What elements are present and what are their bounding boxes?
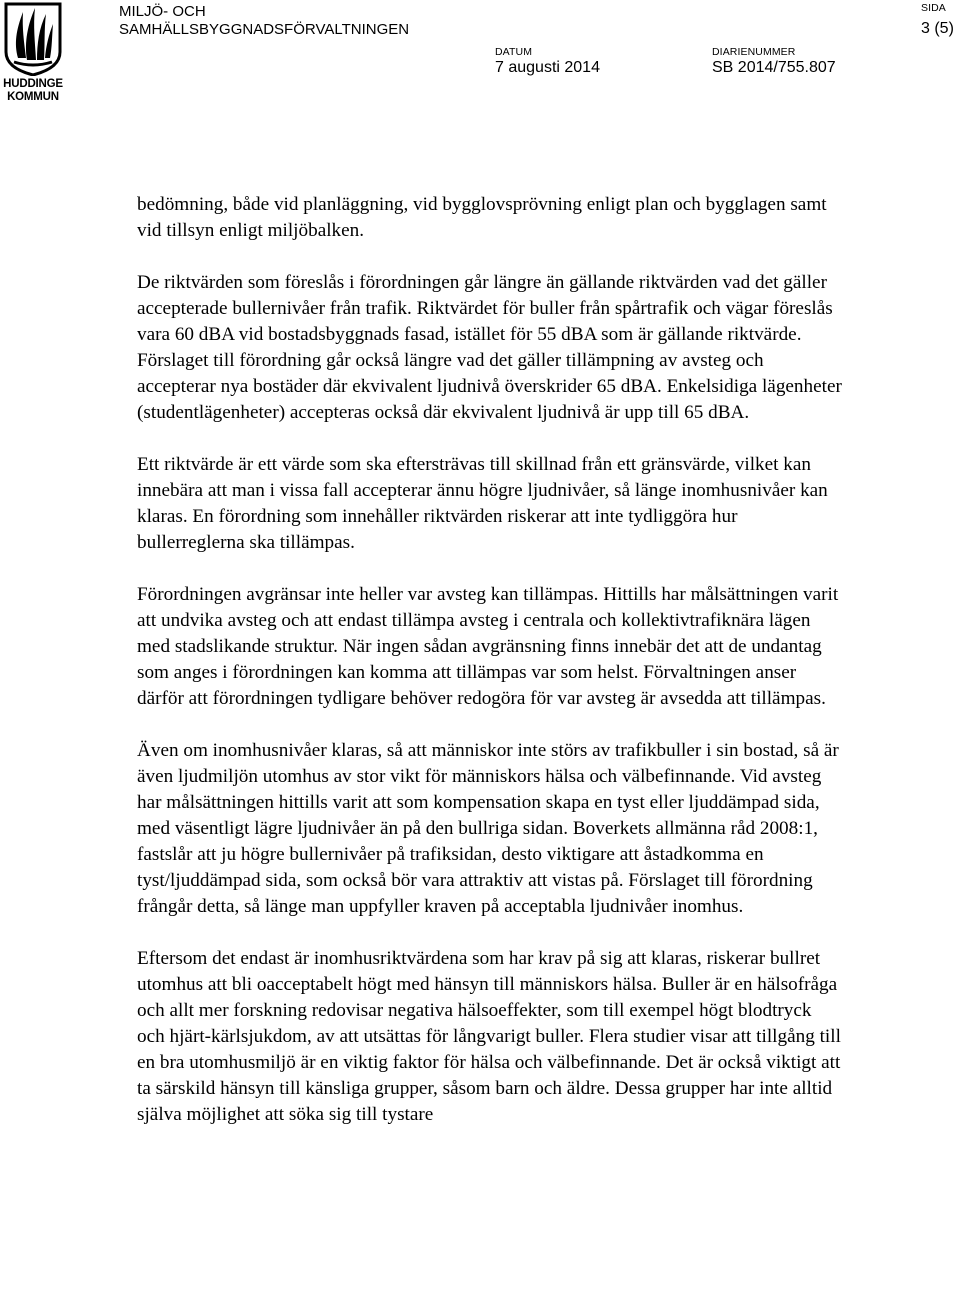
page-number-block bbox=[921, 2, 954, 39]
page-label: SIDA bbox=[921, 2, 946, 14]
page-value: 3 (5) bbox=[921, 20, 954, 37]
paragraph-1: bedömning, både vid planläggning, vid bygglovsprövning enligt plan och bygglagen samt vid tillsyn enligt miljöbalken. bbox=[137, 194, 827, 241]
logo-line-2: KOMMUN bbox=[7, 90, 59, 103]
registration-number-label: DIARIENUMMER bbox=[712, 46, 796, 58]
paragraph-5: Även om inomhusnivåer klaras, så att människor inte störs av trafikbuller i sin bostad, så är även ljudmiljön utomhus av stor vikt för människors hälsa och välbefinnande. Vid avsteg har målsättningen hittills varit att som kompensation skapa en tyst eller ljuddämpad sida, med väsentligt lägre ljudnivåer än på den bullriga sidan. Boverkets allmänna råd 2008:1, fastslår att ju högre bullernivåer på trafiksidan, desto viktigare att åstadkomma en tyst/ljuddämpad sida, som också bör vara attraktiv att vistas på. Förslaget till förordning frångår detta, så länge man uppfyller kraven på acceptabla ljudnivåer inomhus. bbox=[137, 740, 839, 917]
paragraph-6: Eftersom det endast är inomhusriktvärdena som har krav på sig att klaras, riskerar bullret utomhus att bli oacceptabelt högt med hänsyn till människors hälsa. Buller är en hälsofråga och allt mer forskning redovisar negativa hälsoeffekter, som till exempel högt blodtryck och hjärt-kärlsjukdom, av att utsättas för långvarigt buller. Flera studier visar att tillgång till en bra utomhusmiljö är en viktig faktor för hälsa och välbefinnande. Det är också viktigt att ta särskild hänsyn till känsliga grupper, såsom barn och äldre. Dessa grupper har inte alltid själva möjlighet att söka sig till tystare bbox=[137, 948, 841, 1125]
department-line-1: MILJÖ- OCH bbox=[119, 3, 206, 20]
date-label: DATUM bbox=[495, 46, 533, 58]
document-body bbox=[137, 192, 842, 1154]
paragraph-2: De riktvärden som föreslås i förordningen går längre än gällande riktvärden vad det gäller accepterade bullernivåer från trafik. Riktvärdet för buller från spårtrafik och vägar föreslås vara 60 dBA vid bostadsbyggnads fasad, istället för 55 dBA som är gällande riktvärde. Förslaget till förordning går också längre vad det gäller tillämpning av avsteg och accepterar nya bostäder där ekvivalent ljudnivå överskrider 65 dBA. Enkelsidiga lägenheter (studentlägenheter) accepteras också där ekvivalent ljudnivå är upp till 65 dBA. bbox=[137, 272, 842, 423]
registration-number-block bbox=[712, 46, 836, 78]
date-value: 7 augusti 2014 bbox=[495, 59, 600, 76]
flame-emblem-icon bbox=[4, 2, 62, 76]
municipality-logo bbox=[0, 0, 66, 108]
paragraph-3: Ett riktvärde är ett värde som ska eftersträvas till skillnad från ett gränsvärde, vilket kan innebära att man i vissa fall accepterar ännu högre ljudnivåer, så länge inomhusnivåer kan klaras. En förordning som innehåller riktvärden riskerar att inte tydliggöra hur bullerreglerna ska tillämpas. bbox=[137, 454, 828, 553]
logo-text bbox=[0, 78, 66, 103]
paragraph-4: Förordningen avgränsar inte heller var avsteg kan tillämpas. Hittills har målsättningen varit att undvika avsteg och att endast tillämpa avsteg i centrala och kollektivtrafiknära lägen med stadslikande struktur. När ingen sådan avgränsning finns innebär det att de undantag som anges i förordningen kan komma att tillämpas var som helst. Förvaltningen anser därför att förordningen tydligare behöver redogöra för var avsteg är avsedda att tillämpas. bbox=[137, 584, 839, 709]
logo-line-1: HUDDINGE bbox=[3, 78, 63, 90]
department-line-2: SAMHÄLLSBYGGNADSFÖRVALTNINGEN bbox=[119, 21, 410, 38]
date-block bbox=[495, 46, 600, 78]
department-name bbox=[119, 3, 409, 39]
registration-number-value: SB 2014/755.807 bbox=[712, 59, 836, 76]
